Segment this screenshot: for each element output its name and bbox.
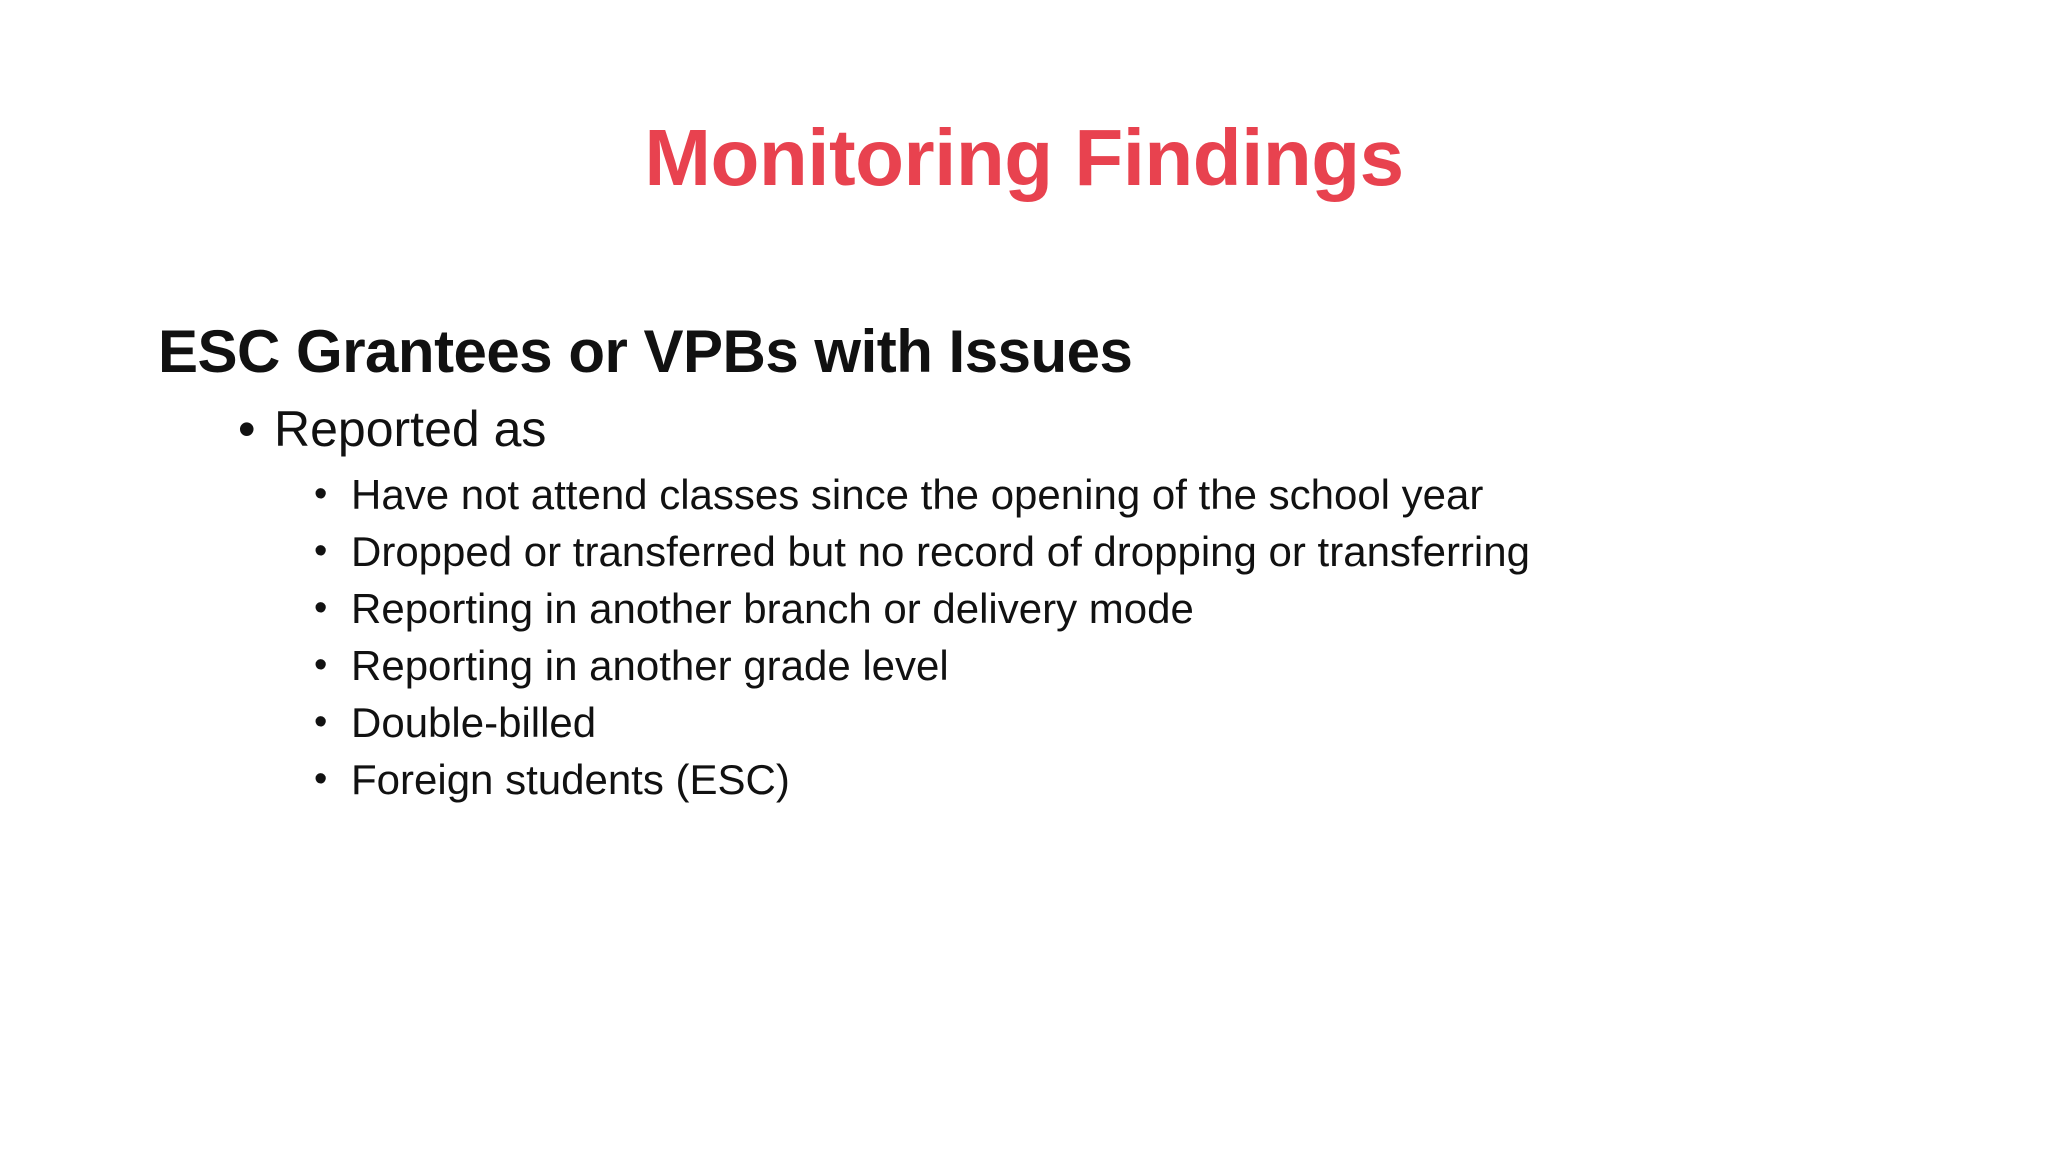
- bullet-icon: •: [314, 758, 328, 800]
- bullet-icon: •: [314, 530, 328, 572]
- bullet-icon: •: [314, 587, 328, 629]
- sub-list-item: [314, 466, 1530, 523]
- sub-list-item: [314, 580, 1530, 637]
- sub-list-item-text: Double-billed: [351, 699, 597, 746]
- sub-bullet-list: [314, 466, 1530, 808]
- section-heading: ESC Grantees or VPBs with Issues: [158, 318, 1133, 385]
- bullet-icon: •: [314, 644, 328, 686]
- sub-list-item-text: Reporting in another grade level: [351, 642, 949, 689]
- sub-list-item: [314, 637, 1530, 694]
- sub-list-item-text: Have not attend classes since the opening of the school year: [351, 471, 1484, 518]
- bullet-icon: •: [314, 473, 328, 515]
- sub-list-item: [314, 523, 1530, 580]
- list-item-label: Reported as: [274, 401, 547, 457]
- sub-list-item: [314, 694, 1530, 751]
- sub-list-item: [314, 751, 1530, 808]
- sub-list-item-text: Foreign students (ESC): [351, 756, 790, 803]
- bullet-icon: •: [314, 701, 328, 743]
- sub-list-item-text: Reporting in another branch or delivery mode: [351, 585, 1194, 632]
- bullet-icon: •: [238, 401, 256, 457]
- list-item-reported-as: [238, 398, 1530, 808]
- slide-title: Monitoring Findings: [644, 113, 1404, 202]
- sub-list-item-text: Dropped or transferred but no record of dropping or transferring: [351, 528, 1530, 575]
- bullet-list: [238, 398, 1530, 808]
